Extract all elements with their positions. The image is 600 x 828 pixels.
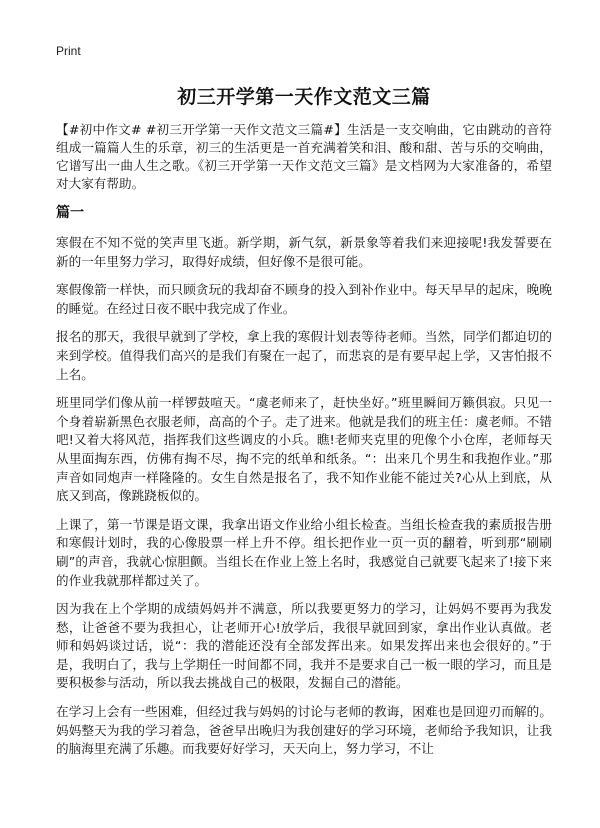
paragraph: 在学习上会有一些困难，但经过我与妈妈的讨论与老师的教诲，困难也是回迎刃而解的。妈妈整天为我的学习着急，爸爸早出晚归为我创建好的学习环境，老师给予我知识，让我的脑海里充满了乐趣。而我要好好学习，天天向上，努力学习，不让 bbox=[56, 704, 552, 757]
paragraph: 寒假像箭一样快，而只顾贪玩的我却奋不顾身的投入到补作业中。每天早早的起床，晚晚的睡觉。在经过日夜不眠中我完成了作业。 bbox=[56, 282, 552, 316]
paragraph: 上课了，第一节课是语文课，我拿出语文作业给小组长检查。当组长检查我的素质报告册和寒假计划时，我的心像股票一样上升不停。组长把作业一页一页的翻着，听到那“刷刷刷”的声音，我就心惊胆颤。当组长在作业上签上名时，我感觉自己就要飞起来了!接下来的作业我就那样都过关了。 bbox=[56, 516, 552, 588]
document-page bbox=[56, 0, 552, 828]
intro-paragraph: 【#初中作文# #初三开学第一天作文范文三篇#】生活是一支交响曲，它由跳动的音符组成一篇篇人生的乐章，初三的生活更是一首充满着笑和泪、酸和甜、苦与乐的交响曲，它谱写出一曲人生之歌。《初三开学第一天作文范文三篇》是文档网为大家准备的，希望对大家有帮助。 bbox=[56, 122, 552, 191]
section-heading: 篇一 bbox=[56, 205, 84, 221]
paragraph: 班里同学们像从前一样锣鼓喧天。“虞老师来了，赶快坐好。”班里瞬间万籁俱寂。只见一个身着崭新黑色衣服老师，高高的个子。走了进来。他就是我们的班主任：虞老师。不错吧!又着大将风范，指挥我们这些调皮的小兵。瞧!老师夹克里的兜像个小仓库，老师每天从里面掏东西，仿佛有掏不尽，掏不完的纸单和纸条。“：出来几个男生和我抱作业。”那声音如同炮声一样隆隆的。女生自然是报名了，我不知作业能不能过关?心从上到底，从底又到高，像跳跷板似的。 bbox=[56, 395, 552, 504]
print-link[interactable]: Print bbox=[56, 44, 81, 58]
document-title: 初三开学第一天作文范文三篇 bbox=[177, 86, 431, 108]
paragraph: 报名的那天，我很早就到了学校，拿上我的寒假计划表等待老师。当然，同学们都迫切的来到学校。值得我们高兴的是我们有聚在一起了，而悲哀的是有要早起上学，又害怕报不上名。 bbox=[56, 329, 552, 382]
paragraph: 寒假在不知不觉的笑声里飞逝。新学期，新气氛，新景象等着我们来迎接呢!我发誓要在新的一年里努力学习，取得好成绩，但好像不是很可能。 bbox=[56, 235, 552, 269]
article-body bbox=[56, 234, 552, 769]
paragraph: 因为我在上个学期的成绩妈妈并不满意，所以我要更努力的学习，让妈妈不要再为我发愁，让爸爸不要为我担心，让老师开心!放学后，我很早就回到家，拿出作业认真做。老师和妈妈谈过话，说“：我的潜能还没有全部发挥出来。如果发挥出来也会很好的。”于是，我明白了，我与上学期任一时间都不同，我并不是要求自己一板一眼的学习，而且是要积极参与活动，所以我去挑战自己的极限，发掘自己的潜能。 bbox=[56, 601, 552, 691]
